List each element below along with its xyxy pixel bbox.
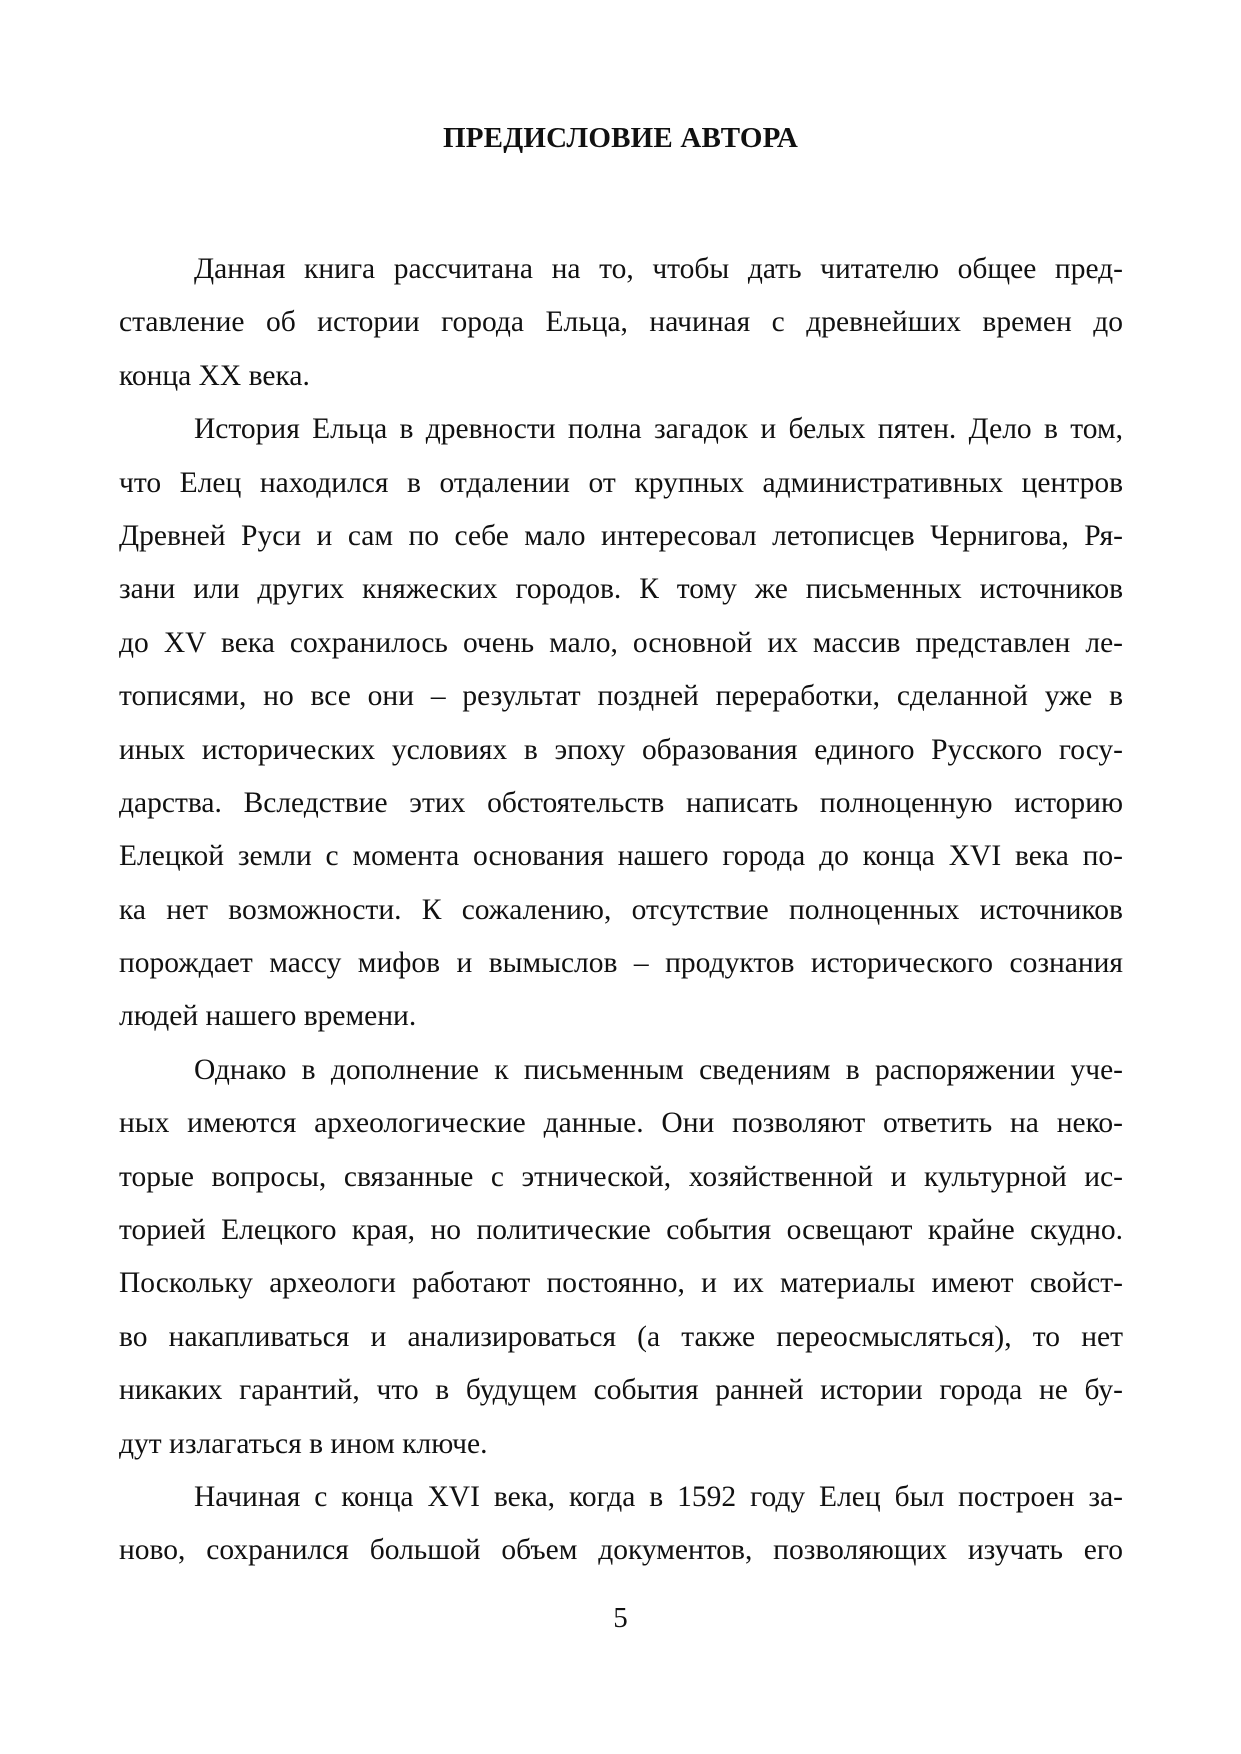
text-line: дарства. Вследствие этих обстоятельств написать полноценную историю <box>119 786 1123 819</box>
text-line: Древней Руси и сам по себе мало интересовал летописцев Чернигова, Ря- <box>119 519 1123 552</box>
page-title: ПРЕДИСЛОВИЕ АВТОРА <box>443 122 798 154</box>
text-line: зани или других княжеских городов. К тому же письменных источников <box>119 573 1123 606</box>
text-line: ставление об истории города Ельца, начиная с древнейших времен до <box>119 306 1123 339</box>
text-line: торией Елецкого края, но политические события освещают крайне скудно. <box>119 1214 1123 1247</box>
text-line: дут излагаться в ином ключе. <box>119 1427 488 1460</box>
page-number: 5 <box>613 1602 628 1634</box>
text-line: Однако в дополнение к письменным сведениям в распоряжении уче- <box>194 1053 1123 1086</box>
text-line: конца XX века. <box>119 359 310 392</box>
text-line: торые вопросы, связанные с этнической, хозяйственной и культурной ис- <box>119 1160 1123 1193</box>
text-line: ка нет возможности. К сожалению, отсутствие полноценных источников <box>119 893 1123 926</box>
text-line: что Елец находился в отдалении от крупных административных центров <box>119 466 1123 499</box>
text-line: История Ельца в древности полна загадок и белых пятен. Дело в том, <box>194 413 1123 446</box>
text-line: ново, сохранился большой объем документов, позволяющих изучать его <box>119 1534 1123 1567</box>
text-line: Начиная с конца XVI века, когда в 1592 году Елец был построен за- <box>194 1480 1123 1513</box>
text-line: людей нашего времени. <box>119 1000 417 1033</box>
body-text <box>119 243 1123 1578</box>
text-line: Данная книга рассчитана на то, чтобы дать читателю общее пред- <box>194 253 1123 285</box>
text-line: ных имеются археологические данные. Они позволяют ответить на неко- <box>119 1107 1123 1140</box>
text-line: во накапливаться и анализироваться (а также переосмысляться), то нет <box>119 1320 1123 1353</box>
text-line: никаких гарантий, что в будущем события ранней истории города не бу- <box>119 1374 1123 1407</box>
text-line: Поскольку археологи работают постоянно, и их материалы имеют свойст- <box>119 1267 1123 1300</box>
text-line: иных исторических условиях в эпоху образования единого Русского госу- <box>119 733 1123 766</box>
text-line: до XV века сохранилось очень мало, основной их массив представлен ле- <box>119 626 1123 659</box>
text-line: тописями, но все они – результат поздней переработки, сделанной уже в <box>119 680 1123 713</box>
text-line: Елецкой земли с момента основания нашего города до конца XVI века по- <box>119 840 1123 873</box>
text-line: порождает массу мифов и вымыслов – продуктов исторического сознания <box>119 947 1123 980</box>
